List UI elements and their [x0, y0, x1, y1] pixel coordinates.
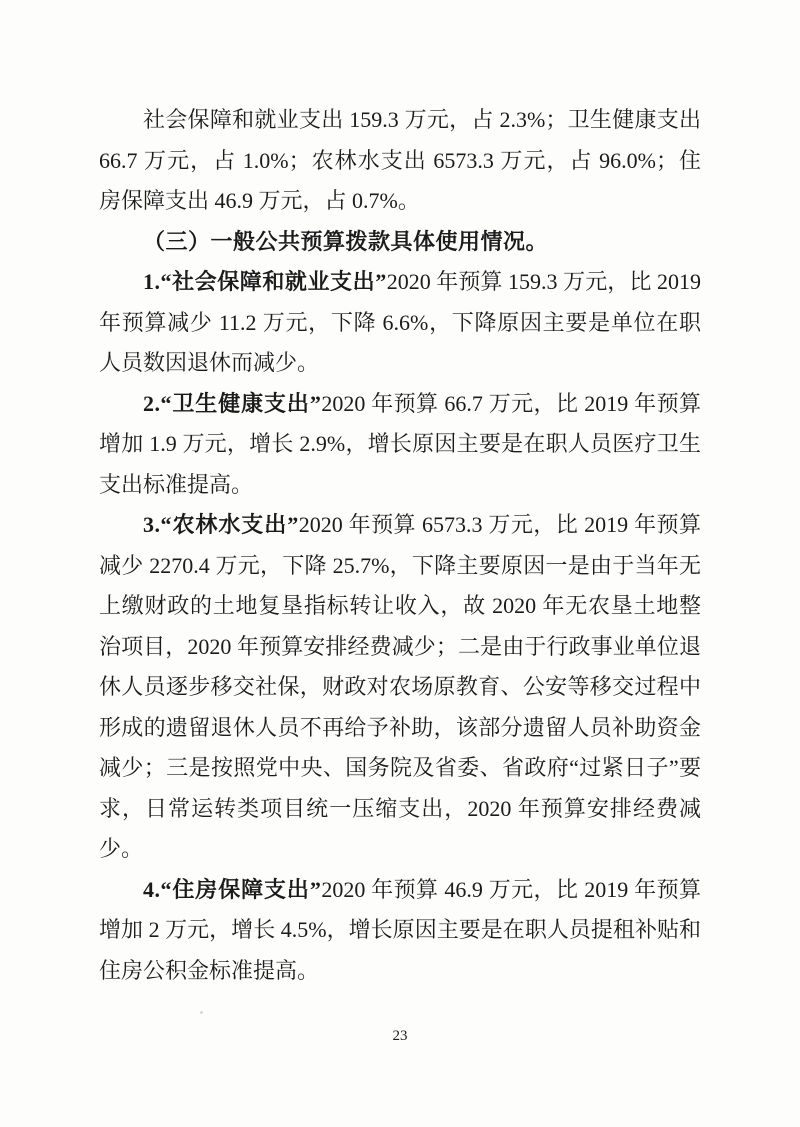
item-2-body: 2020 年预算 66.7 万元，比 2019 年预算增加 1.9 万元，增长 2.9%，增长原因主要是在职人员医疗卫生支出标准提高。: [99, 390, 701, 497]
section-heading: （三）一般公共预算拨款具体使用情况。: [143, 228, 549, 254]
item-3-body: 2020 年预算 6573.3 万元，比 2019 年预算减少 2270.4 万元，下降 25.7%，下降主要原因一是由于当年无上缴财政的土地复垦指标转让收入，故 2020 年无农垦土地整治项目，2020 年预算安排经费减少；二是由于行政事业单位退休人员逐步移交社保，财政对农场原教育、公安等移交过程中形成的遗留退休人员不再给予补助，该部分遗留人员补助资金减少；三是按照党中央、国务院及省委、省政府“过紧日子”要求，日常运转类项目统一压缩支出，2020 年预算安排经费减少。: [99, 512, 701, 861]
paragraph-budget-summary: 社会保障和就业支出 159.3 万元，占 2.3%；卫生健康支出 66.7 万元，占 1.0%；农林水支出 6573.3 万元，占 96.0%；住房保障支出 46.9 万元，占 0.7%。: [99, 107, 701, 213]
paragraph-item-2: [99, 384, 701, 506]
scan-speck: [200, 1011, 203, 1014]
item-4-title: 4.“住房保障支出”: [143, 876, 322, 902]
paragraph-item-1: [99, 262, 701, 384]
item-4-body: 2020 年预算 46.9 万元，比 2019 年预算增加 2 万元，增长 4.5%，增长原因主要是在职人员提租补贴和住房公积金标准提高。: [99, 876, 701, 983]
item-1-title: 1.“社会保障和就业支出”: [143, 269, 387, 294]
page-number: 23: [392, 1028, 408, 1044]
item-2-title: 2.“卫生健康支出”: [143, 390, 322, 416]
item-1-body: 2020 年预算 159.3 万元，比 2019 年预算减少 11.2 万元，下降 6.6%，下降原因主要是单位在职人员数因退休而减少。: [99, 269, 701, 375]
paragraph-item-4: [99, 870, 701, 992]
paragraph-item-3: [99, 505, 701, 870]
document-body: [99, 100, 701, 991]
item-3-title: 3.“农林水支出”: [143, 512, 299, 537]
